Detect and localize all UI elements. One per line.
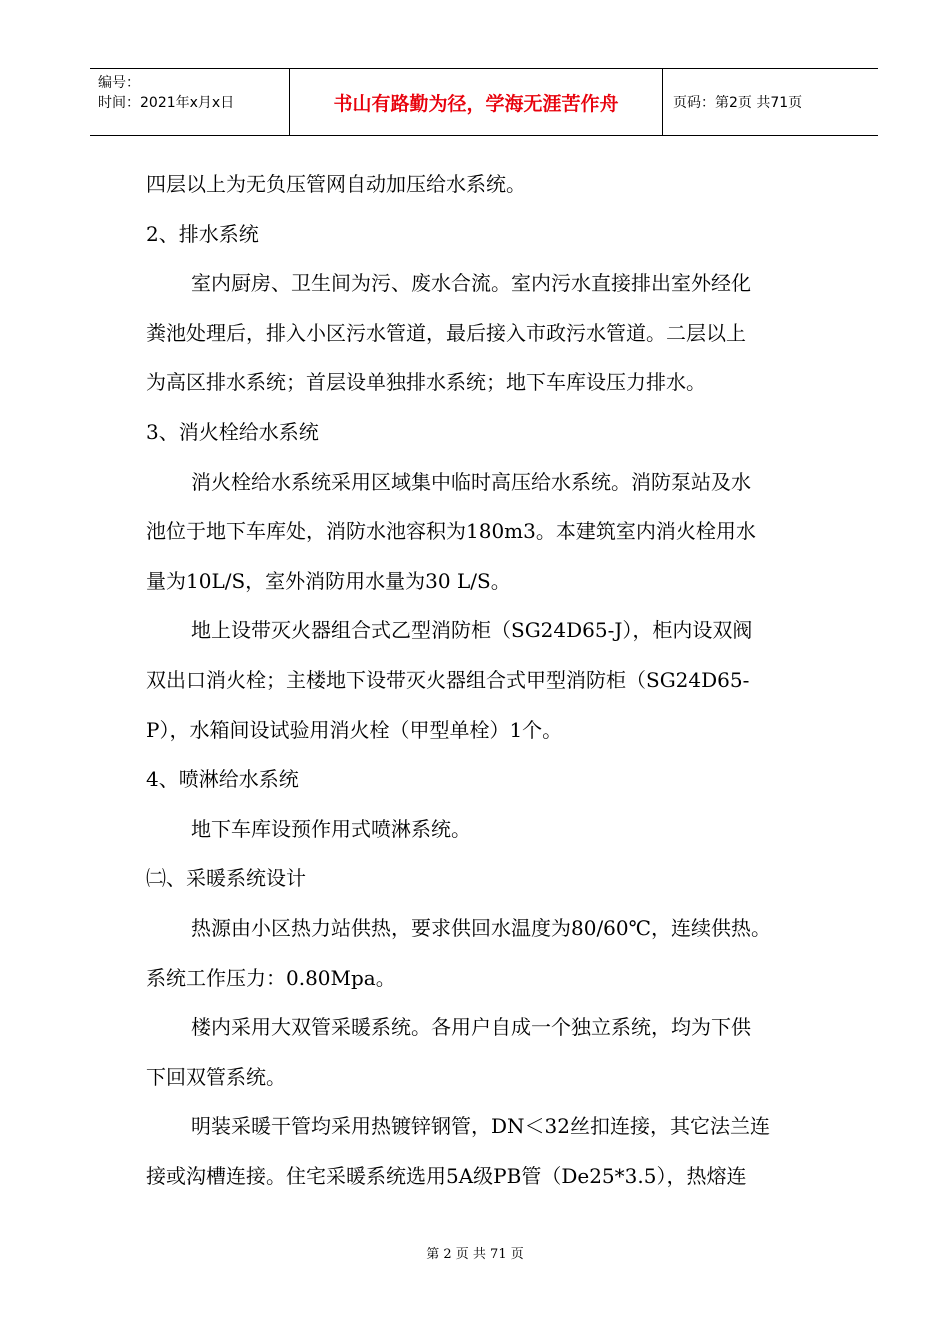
text-line: 粪池处理后，排入小区污水管道，最后接入市政污水管道。二层以上	[146, 320, 746, 345]
page-footer: 第 2 页 共 71 页	[426, 1247, 524, 1262]
document-body	[146, 160, 836, 1201]
text-line: 明装采暖干管均采用热镀锌钢管，DN＜32丝扣连接，其它法兰连	[191, 1114, 770, 1139]
text-line: 3、消火栓给水系统	[146, 419, 319, 444]
text-line: 室内厨房、卫生间为污、废水合流。室内污水直接排出室外经化	[191, 271, 751, 296]
text-line: 四层以上为无负压管网自动加压给水系统。	[146, 172, 526, 196]
header-page-number: 页码：第2页 共71页	[673, 95, 803, 111]
text-line: 双出口消火栓；主楼地下设带灭火器组合式甲型消防柜（SG24D65-	[146, 667, 750, 692]
page-header	[90, 68, 878, 136]
text-line: 消火栓给水系统采用区域集中临时高压给水系统。消防泵站及水	[191, 469, 751, 494]
text-line: 系统工作压力：0.80Mpa。	[146, 965, 396, 990]
text-line: 池位于地下车库处，消防水池容积为180m3。本建筑室内消火栓用水	[146, 519, 756, 544]
text-line: 2、排水系统	[146, 221, 259, 246]
text-line: 地上设带灭火器组合式乙型消防柜（SG24D65-J），柜内设双阀	[191, 618, 753, 643]
text-line: ㈡、采暖系统设计	[146, 866, 306, 891]
header-motto: 书山有路勤为径，学海无涯苦作舟	[290, 69, 663, 135]
header-meta	[90, 69, 290, 135]
text-line: 楼内采用大双管采暖系统。各用户自成一个独立系统，均为下供	[191, 1015, 751, 1040]
text-line: 量为10L/S，室外消防用水量为30 L/S。	[146, 568, 511, 593]
text-line: 地下车库设预作用式喷淋系统。	[191, 816, 471, 841]
text-line: 接或沟槽连接。住宅采暖系统选用5A级PB管（De25*3.5），热熔连	[146, 1163, 747, 1188]
text-line: 热源由小区热力站供热，要求供回水温度为80/60℃，连续供热。	[191, 915, 772, 940]
text-line: P），水箱间设试验用消火栓（甲型单栓）1个。	[146, 717, 563, 742]
time-label: 时间：2021年x月x日	[98, 95, 235, 111]
text-line: 下回双管系统。	[146, 1064, 286, 1089]
code-label: 编号：	[98, 75, 140, 91]
text-line: 为高区排水系统；首层设单独排水系统；地下车库设压力排水。	[146, 370, 706, 395]
text-line: 4、喷淋给水系统	[146, 767, 299, 792]
